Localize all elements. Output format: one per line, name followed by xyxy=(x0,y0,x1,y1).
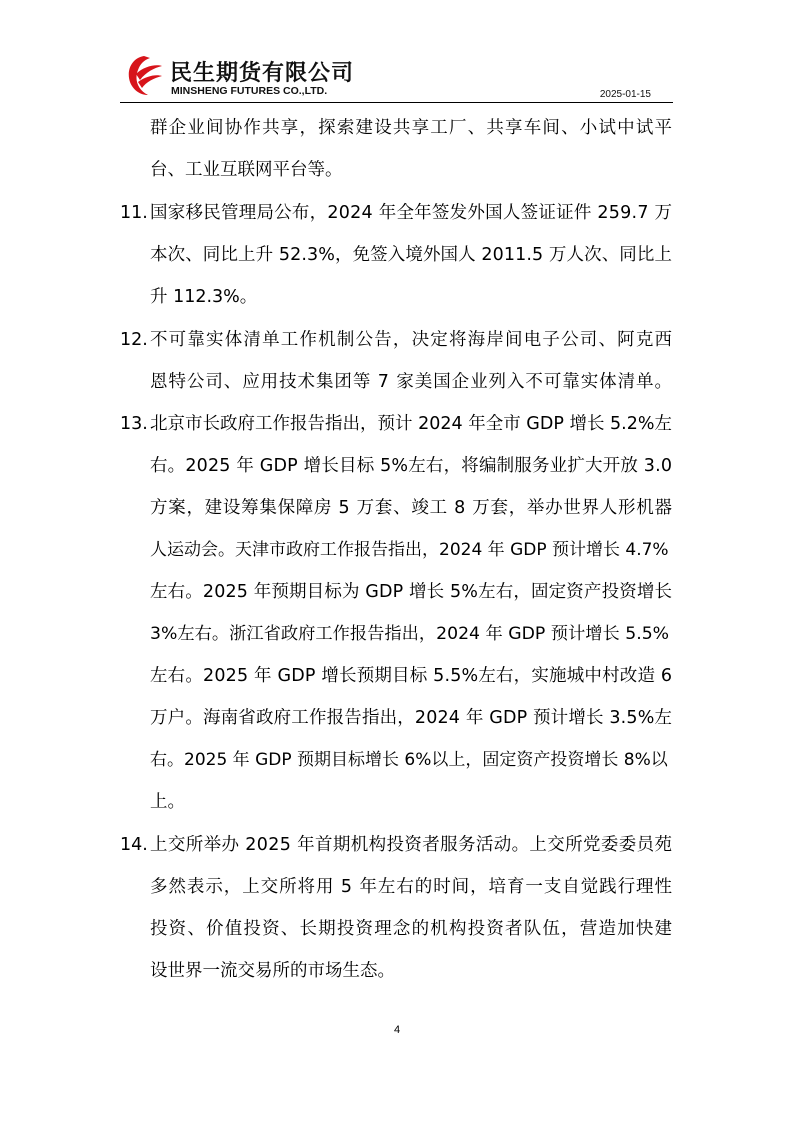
text-line: 本次、同比上升 52.3%，免签入境外国人 2011.5 万人次、同比上 xyxy=(150,245,673,265)
text-line: 方案，建设筹集保障房 5 万套、竣工 8 万套，举办世界人形机器 xyxy=(150,498,673,518)
text-line: 国家移民管理局公布，2024 年全年签发外国人签证证件 259.7 万 xyxy=(150,203,673,223)
text-line: 多然表示，上交所将用 5 年左右的时间，培育一支自觉践行理性 xyxy=(150,877,673,897)
text-line: 台、工业互联网平台等。 xyxy=(150,160,343,180)
text-line: 右。2025 年 GDP 预期目标增长 6%以上，固定资产投资增长 8%以 xyxy=(150,750,668,770)
company-name-cn: 民生期货有限公司 xyxy=(170,61,355,86)
header-divider xyxy=(120,102,673,103)
item-number: 14. xyxy=(120,835,148,855)
page-number: 4 xyxy=(393,1024,401,1036)
text-line: 上。 xyxy=(150,792,185,812)
text-line: 左右。2025 年预期目标为 GDP 增长 5%左右，固定资产投资增长 xyxy=(150,582,673,602)
text-line: 群企业间协作共享，探索建设共享工厂、共享车间、小试中试平 xyxy=(150,118,674,138)
item-number: 11. xyxy=(120,203,148,223)
text-line: 万户。海南省政府工作报告指出，2024 年 GDP 预计增长 3.5%左 xyxy=(150,708,673,728)
text-line: 上交所举办 2025 年首期机构投资者服务活动。上交所党委委员苑 xyxy=(150,835,673,855)
text-line: 不可靠实体清单工作机制公告，决定将海岸间电子公司、阿克西 xyxy=(150,330,674,350)
item-number: 13. xyxy=(120,414,148,434)
company-name-en: MINSHENG FUTURES CO.,LTD. xyxy=(171,85,328,97)
item-number: 12. xyxy=(120,330,148,350)
text-line: 投资、价值投资、长期投资理念的机构投资者队伍，营造加快建 xyxy=(150,919,674,939)
text-line: 升 112.3%。 xyxy=(150,287,258,307)
page-header xyxy=(0,0,794,104)
text-line: 恩特公司、应用技术集团等 7 家美国企业列入不可靠实体清单。 xyxy=(150,372,673,392)
text-line: 北京市长政府工作报告指出，预计 2024 年全市 GDP 增长 5.2%左 xyxy=(150,414,672,434)
text-line: 设世界一流交易所的市场生态。 xyxy=(150,961,395,981)
text-line: 人运动会。天津市政府工作报告指出，2024 年 GDP 预计增长 4.7% xyxy=(150,540,669,560)
text-line: 左右。2025 年 GDP 增长预期目标 5.5%左右，实施城中村改造 6 xyxy=(150,666,673,686)
report-date: 2025-01-15 xyxy=(599,89,651,100)
minsheng-logo-icon xyxy=(124,52,164,98)
text-line: 右。2025 年 GDP 增长目标 5%左右，将编制服务业扩大开放 3.0 xyxy=(150,456,673,476)
text-line: 3%左右。浙江省政府工作报告指出，2024 年 GDP 预计增长 5.5% xyxy=(150,624,670,644)
